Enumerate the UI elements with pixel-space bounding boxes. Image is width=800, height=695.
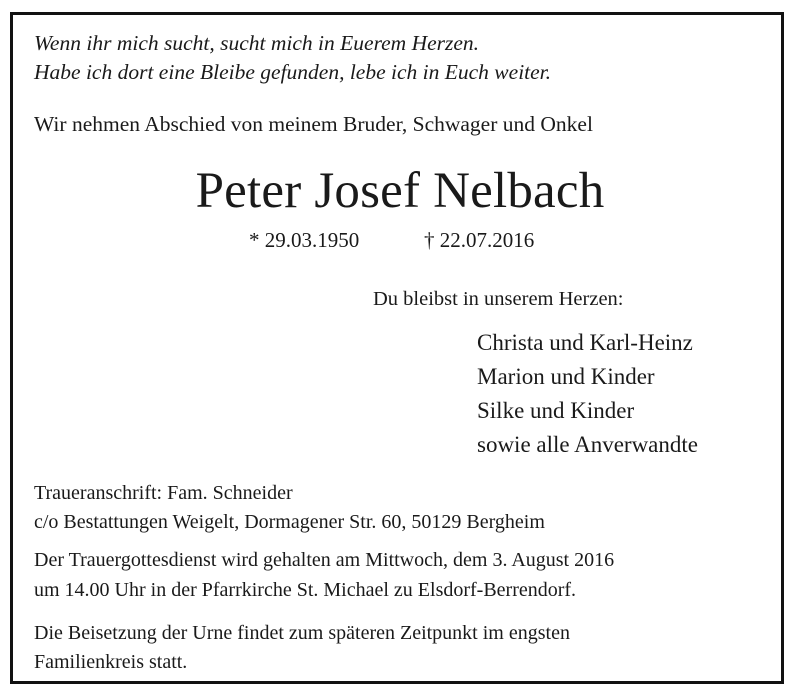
burial-line-1: Die Beisetzung der Urne findet zum späteren Zeitpunkt im engsten bbox=[34, 622, 570, 644]
service-line-2: um 14.00 Uhr in der Pfarrkirche St. Michael zu Elsdorf-Berrendorf. bbox=[34, 579, 577, 601]
deceased-name: Peter Josef Nelbach bbox=[195, 163, 605, 219]
birth-date: * 29.03.1950 bbox=[249, 228, 360, 252]
service-line-1: Der Trauergottesdienst wird gehalten am Mittwoch, dem 3. August 2016 bbox=[34, 549, 615, 571]
burial-line-2: Familienkreis statt. bbox=[34, 651, 188, 673]
address-line-1: Traueranschrift: Fam. Schneider bbox=[34, 482, 293, 504]
mourner-line: Marion und Kinder bbox=[477, 364, 655, 389]
motto-line-2: Habe ich dort eine Bleibe gefunden, lebe ich in Euch weiter. bbox=[34, 60, 552, 84]
death-date: † 22.07.2016 bbox=[424, 228, 535, 252]
remembrance-text: Du bleibst in unserem Herzen: bbox=[373, 288, 624, 310]
mourner-line: Silke und Kinder bbox=[477, 398, 635, 423]
address-line-2: c/o Bestattungen Weigelt, Dormagener Str. 60, 50129 Bergheim bbox=[34, 511, 545, 533]
mourner-line: Christa und Karl-Heinz bbox=[477, 330, 693, 355]
intro-text: Wir nehmen Abschied von meinem Bruder, Schwager und Onkel bbox=[34, 112, 593, 136]
motto-line-1: Wenn ihr mich sucht, sucht mich in Euerem Herzen. bbox=[34, 31, 480, 55]
mourner-line: sowie alle Anverwandte bbox=[477, 432, 698, 457]
